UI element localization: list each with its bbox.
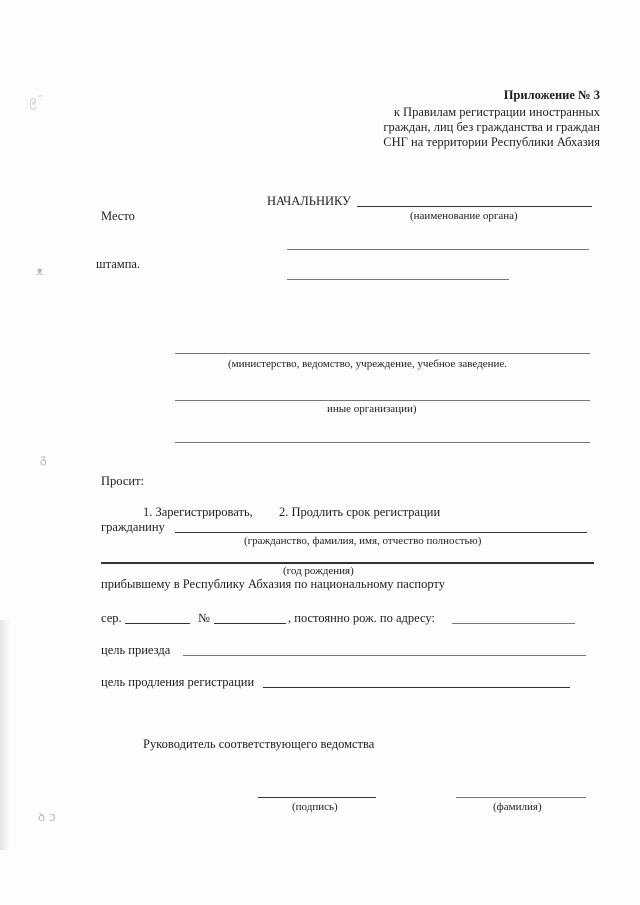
- appendix-subtitle-line1: к Правилам регистрации иностранных: [393, 105, 600, 119]
- option-register: 1. Зарегистрировать,: [143, 505, 253, 519]
- scan-speck: ꝺ ᴐ: [38, 810, 56, 824]
- citizen-line: [175, 532, 587, 533]
- purpose-line: [183, 655, 586, 656]
- birth-year-line: [101, 562, 594, 564]
- extension-purpose-label: цель продления регистрации: [101, 675, 255, 689]
- organ-name-line-2: [287, 249, 589, 250]
- series-line: [125, 623, 190, 624]
- organization-caption-1: (министерство, ведомство, учреждение, учебное заведение.: [228, 358, 507, 370]
- head-of-department-label: Руководитель соответствующего ведомства: [143, 737, 375, 751]
- extension-purpose-line: [263, 687, 570, 688]
- purpose-label: цель приезда: [101, 643, 171, 657]
- addressee-label: НАЧАЛЬНИКУ: [267, 194, 351, 208]
- appendix-title: Приложение № 3: [503, 88, 600, 102]
- appendix-subtitle-line2: граждан, лиц без гражданства и граждан: [383, 120, 600, 134]
- birth-year-caption: (год рождения): [283, 565, 354, 577]
- number-line: [214, 623, 286, 624]
- arrived-text: прибывшему в Республику Абхазия по национальному паспорту: [101, 577, 445, 591]
- citizen-label: гражданину: [101, 520, 165, 534]
- organization-line-1: [175, 353, 590, 354]
- organization-line-2: [175, 400, 590, 401]
- organization-caption-2: иные организации): [327, 403, 417, 415]
- scan-speck: ၉ ᷃: [30, 93, 41, 107]
- appendix-subtitle-line3: СНГ на территории Республики Абхазия: [383, 135, 600, 149]
- address-line: [452, 623, 575, 624]
- stamp-place-label: Место: [101, 209, 135, 223]
- signature-caption: (подпись): [292, 801, 338, 813]
- organ-name-line-3: [287, 279, 509, 280]
- citizen-caption: (гражданство, фамилия, имя, отчество полностью): [244, 535, 482, 547]
- surname-line: [456, 797, 586, 798]
- scan-speck: ᵹ: [40, 452, 47, 466]
- organization-line-3: [175, 442, 590, 443]
- option-extend: 2. Продлить срок регистрации: [279, 505, 441, 519]
- number-label: №: [198, 611, 210, 625]
- stamp-label: штампа.: [96, 257, 141, 271]
- organ-name-caption: (наименование органа): [410, 210, 518, 222]
- signature-line: [258, 797, 376, 798]
- surname-caption: (фамилия): [493, 801, 542, 813]
- series-label: сер.: [101, 611, 122, 625]
- address-label: , постоянно рож. по адресу:: [288, 611, 435, 625]
- organ-name-line: [357, 206, 592, 207]
- request-label: Просит:: [101, 474, 145, 488]
- scan-edge-shadow: [0, 620, 10, 850]
- scan-speck: ᴥ: [36, 264, 44, 278]
